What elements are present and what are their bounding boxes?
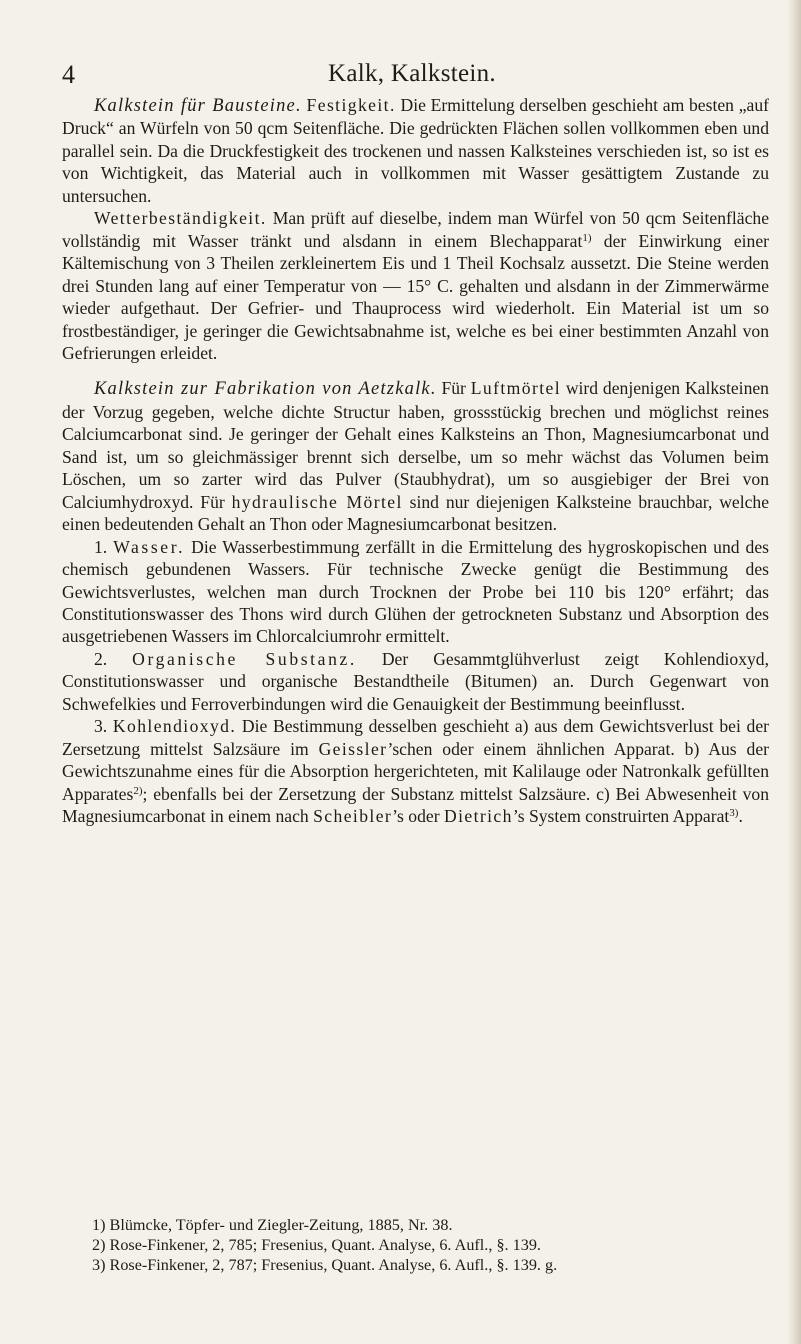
footnote-ref-3: 3) — [729, 807, 739, 820]
paragraph-aetzkalk: Kalkstein zur Fabrikation von Aetzkalk. Für Luftmörtel wird denjenigen Kalksteinen der Vorzug gegeben, welche dichte Structur haben, grossstückig brechen und möglichst reines Calciumcarbonat sind. Je geringer der Gehalt eines Kalksteins an Thon, Magnesiumcarbonat und Sand ist, um so gleichmässiger brennt sich derselbe, um so mehr wächst das Volumen beim Löschen, um so zarter wird das Pulver (Staubhydrat), um so ausgiebiger der Brei von Calciumhydroxyd. Für hydraulische Mörtel sind nur diejenigen Kalksteine brauchbar, welche einen bedeutenden Gehalt an Thon oder Magnesiumcarbonat besitzen. — [62, 378, 770, 535]
term-hydraulische-moertel: hydraulische Mörtel — [231, 491, 403, 512]
term-wetterbestaendigkeit: Wetterbeständigkeit. — [94, 208, 267, 229]
page-edge-shadow — [787, 0, 801, 1344]
term-luftmoertel: Luftmörtel — [470, 378, 561, 399]
paragraph-kohlendioxyd: 3. Kohlendioxyd. Die Bestimmung desselben geschieht a) aus dem Gewichtsverlust bei der Zersetzung mittelst Salzsäure im Geissler’schen oder einem ähnlichen Apparat. b) Aus der Gewichtszunahme eines für die Absorption hergerichteten, mit Kalilauge oder Natronkalk gefüllten Apparates$^{2)}$; ebenfalls bei der Zersetzung der Substanz mittelst Salzsäure. c) Bei Abwesenheit von Magnesiumcarbonat in einem nach Scheibler’s oder Dietrich’s System construirten Apparat$^{3)}$. — [62, 716, 770, 827]
term-organische-substanz: Organische Substanz. — [132, 648, 357, 669]
paragraph-wetterbestaendigkeit: Wetterbeständigkeit. Man prüft auf dieselbe, indem man Würfel von 50 qcm Seitenfläche vollständig mit Wasser tränkt und alsdann in einem Blechapparat$^{1)}$ der Einwirkung einer Kältemischung von 3 Theilen zerkleinertem Eis und 1 Theil Kochsalz aussetzt. Die Steine werden drei Stunden lang auf einer Temperatur von — 15° C. gehalten und alsdann in der Zimmerwärme wieder aufgethaut. Der Gefrier- und Thauprocess wird wiederholt. Ein Material ist um so frostbeständiger, je geringer die Gewichtsabnahme ist, welche es bei einer bestimmten Anzahl von Gefrierungen erleidet. — [62, 208, 769, 363]
section-heading-aetzkalk: Kalkstein zur Fabrikation von Aetzkalk. — [94, 379, 437, 400]
paragraph-wasser: 1. Wasser. Die Wasserbestimmung zerfällt in die Ermittelung des hygroskopischen und des chemisch gebundenen Wassers. Für technische Zwecke genügt die Bestimmung des Gewichtsverlustes, welchen man durch Trocknen der Probe bei 110 bis 120° erfährt; das Constitutionswasser des Thons wird durch Glühen der getrockneten Substanz und Absorption des ausgetriebenen Wassers im Chlorcalciumrohr ermittelt. — [62, 536, 770, 647]
name-scheibler: Scheibler — [313, 806, 393, 827]
running-title: Kalk, Kalkstein. — [328, 60, 496, 87]
footnote-3: 3) Rose-Finkener, 2, 787; Fresenius, Quant. Analyse, 6. Aufl., §. 139. g. — [92, 1256, 558, 1275]
paragraph-bausteine: Kalkstein für Bausteine. Festigkeit. Die Ermittelung derselben geschieht am besten „auf Druck“ an Würfeln von 50 qcm Seitenfläche. Die gedrückten Flächen sollen vollkommen eben und parallel sein. Da die Druckfestigkeit des trockenen und nassen Kalksteines verschieden ist, so ist es von Wichtigkeit, das Material auch in vollkommen mit Wasser gesättigtem Zustande zu untersuchen. — [62, 95, 769, 206]
page-header — [62, 58, 762, 92]
footnote-ref-2: 2) — [133, 784, 143, 797]
footnote-2: 2) Rose-Finkener, 2, 785; Fresenius, Quant. Analyse, 6. Aufl., §. 139. — [92, 1236, 541, 1255]
section-heading-bausteine: Kalkstein für Bausteine. — [94, 96, 302, 116]
footnote-ref-1: 1) — [582, 231, 592, 244]
body-text — [62, 94, 769, 828]
footnote-1: 1) Blümcke, Töpfer- und Ziegler-Zeitung, 1885, Nr. 38. — [92, 1216, 453, 1234]
name-geissler: Geissler — [318, 738, 388, 759]
page-number: 4 — [62, 60, 75, 89]
term-kohlendioxyd: Kohlendioxyd. — [112, 716, 237, 737]
paragraph-organische-substanz: 2. Organische Substanz. Der Gesammtglühverlust zeigt Kohlendioxyd, Constitutionswasser und organische Bestandtheile (Bitumen) an. Durch Gegenwart von Schwefelkies und Ferroverbindungen wird die Genauigkeit der Bestimmung beeinflusst. — [62, 648, 769, 714]
name-dietrich: Dietrich — [443, 806, 513, 827]
footnotes — [62, 1215, 769, 1276]
term-wasser: Wasser. — [113, 536, 186, 557]
term-festigkeit: Festigkeit. — [306, 95, 396, 115]
